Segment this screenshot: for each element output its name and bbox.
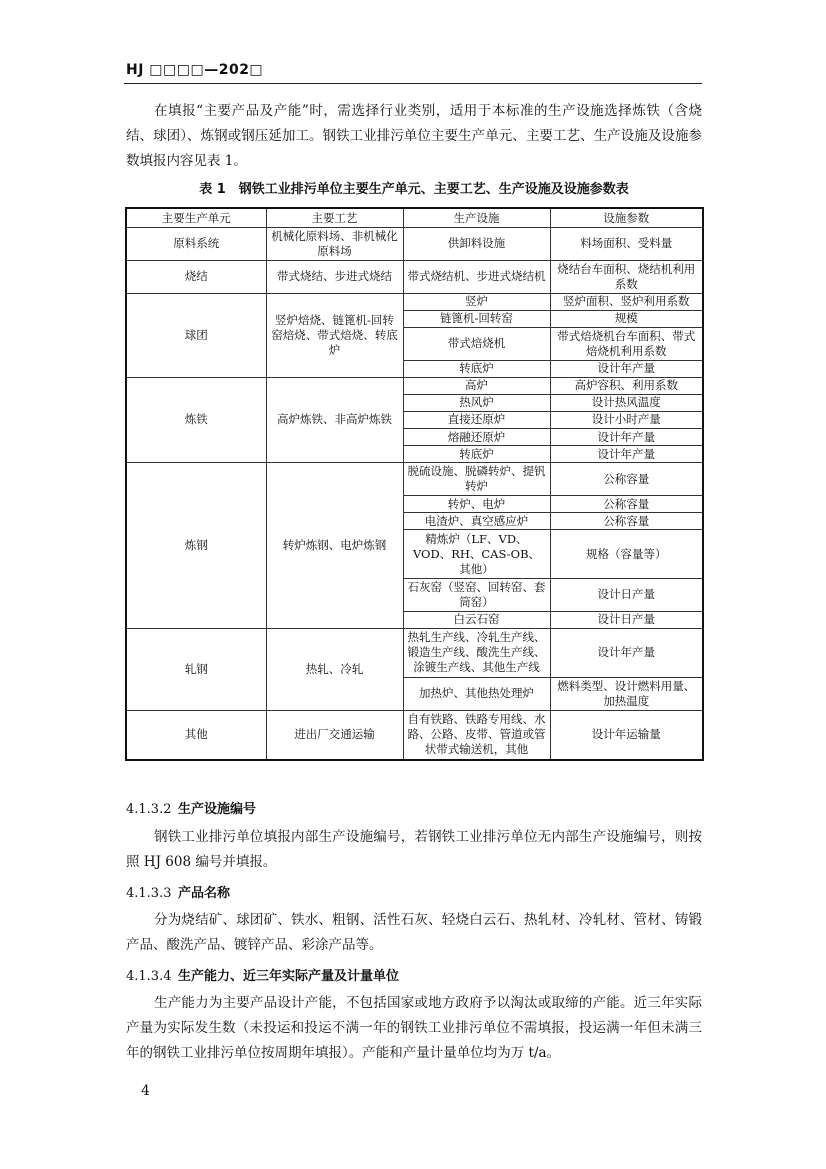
parameter-cell: 设计日产量 [550, 578, 703, 611]
facility-cell: 石灰窑（竖窑、回转窑、套筒窑） [403, 578, 550, 611]
table-caption: 表 1 钢铁工业排污单位主要生产单元、主要工艺、生产设施及设施参数表 [199, 182, 629, 197]
parameter-cell: 设计小时产量 [550, 411, 703, 428]
facility-cell: 自有铁路、铁路专用线、水路、公路、皮带、管道或管状带式输送机，其他 [403, 710, 550, 760]
doc-header-code: HJ □□□□—202□ [126, 62, 264, 78]
process-cell: 带式烧结、步进式烧结 [266, 260, 403, 293]
process-cell: 转炉炼钢、电炉炼钢 [266, 463, 403, 629]
facility-cell: 脱硫设施、脱磷转炉、提钒转炉 [403, 463, 550, 496]
section-title: 生产设施编号 [178, 802, 257, 817]
column-header-parameter: 设施参数 [550, 208, 703, 228]
facility-cell: 带式烧结机、步进式烧结机 [403, 260, 550, 293]
parameter-cell: 竖炉面积、竖炉利用系数 [550, 293, 703, 310]
facility-cell: 精炼炉（LF、VD、VOD、RH、CAS-OB、其他） [403, 530, 550, 579]
section-4134-paragraph: 生产能力为主要产品设计产能，不包括国家或地方政府予以淘汰或取缔的产能。近三年实际产量为实际发生数（未投运和投运不满一年的钢铁工业排污单位不需填报，投运满一年但未满三年的钢铁工业排污单位按周期年填报）。产能和产量计量单位均为万 t/a。 [126, 995, 702, 1061]
facility-cell: 高炉 [403, 377, 550, 394]
parameter-cell: 公称容量 [550, 513, 703, 530]
facility-parameter-table [125, 207, 704, 761]
parameter-cell: 烧结台车面积、烧结机利用系数 [550, 260, 703, 293]
process-cell: 高炉炼铁、非高炉炼铁 [266, 377, 403, 462]
unit-cell: 炼铁 [126, 377, 266, 462]
parameter-cell: 设计年产量 [550, 446, 703, 463]
section-title: 产品名称 [178, 886, 231, 901]
facility-cell: 转底炉 [403, 360, 550, 377]
process-cell: 机械化原料场、非机械化原料场 [266, 228, 403, 261]
facility-cell: 转底炉 [403, 446, 550, 463]
facility-cell: 白云石窑 [403, 611, 550, 628]
parameter-cell: 燃料类型、设计燃料用量、加热温度 [550, 677, 703, 710]
facility-cell: 带式焙烧机 [403, 327, 550, 360]
parameter-cell: 设计年产量 [550, 429, 703, 446]
column-header-unit: 主要生产单元 [126, 208, 266, 228]
table-row [126, 628, 703, 677]
table-row [126, 710, 703, 760]
unit-cell: 球团 [126, 293, 266, 377]
parameter-cell: 设计年运输量 [550, 710, 703, 760]
column-header-facility: 生产设施 [403, 208, 550, 228]
section-heading-4132 [126, 798, 256, 817]
section-4132-paragraph: 钢铁工业排污单位填报内部生产设施编号，若钢铁工业排污单位无内部生产设施编号，则按照 HJ 608 编号并填报。 [126, 829, 702, 870]
process-cell: 竖炉焙烧、链篦机-回转窑焙烧、带式焙烧、转底炉 [266, 293, 403, 377]
parameter-cell: 料场面积、受料量 [550, 228, 703, 261]
facility-cell: 加热炉、其他热处理炉 [403, 677, 550, 710]
table-row [126, 293, 703, 310]
column-header-process: 主要工艺 [266, 208, 403, 228]
parameter-cell: 设计年产量 [550, 360, 703, 377]
unit-cell: 烧结 [126, 260, 266, 293]
facility-cell: 热风炉 [403, 394, 550, 411]
intro-paragraph: 在填报“主要产品及产能”时，需选择行业类别，适用于本标准的生产设施选择炼铁（含烧结、球团）、炼钢或钢压延加工。钢铁工业排污单位主要生产单元、主要工艺、生产设施及设施参数填报内容见表 1。 [126, 103, 702, 169]
parameter-cell: 高炉容积、利用系数 [550, 377, 703, 394]
parameter-cell: 规格（容量等） [550, 530, 703, 579]
section-4133-paragraph: 分为烧结矿、球团矿、铁水、粗钢、活性石灰、轻烧白云石、热轧材、冷轧材、管材、铸锻产品、酸洗产品、镀锌产品、彩涂产品等。 [126, 912, 702, 953]
facility-cell: 热轧生产线、冷轧生产线、锻造生产线、酸洗生产线、涂镀生产线、其他生产线 [403, 628, 550, 677]
parameter-cell: 规模 [550, 310, 703, 327]
facility-cell: 链篦机-回转窑 [403, 310, 550, 327]
facility-cell: 直接还原炉 [403, 411, 550, 428]
process-cell: 进出厂交通运输 [266, 710, 403, 760]
facility-cell: 转炉、电炉 [403, 496, 550, 513]
section-number: 4.1.3.4 [126, 969, 172, 984]
table-row [126, 377, 703, 394]
parameter-cell: 设计热风温度 [550, 394, 703, 411]
parameter-cell: 设计年产量 [550, 628, 703, 677]
unit-cell: 其他 [126, 710, 266, 760]
unit-cell: 原料系统 [126, 228, 266, 261]
table-row [126, 463, 703, 496]
section-number: 4.1.3.3 [126, 886, 172, 901]
unit-cell: 轧钢 [126, 628, 266, 710]
process-cell: 热轧、冷轧 [266, 628, 403, 710]
section-heading-4134 [126, 965, 399, 984]
unit-cell: 炼钢 [126, 463, 266, 629]
parameter-cell: 公称容量 [550, 496, 703, 513]
parameter-cell: 带式焙烧机台车面积、带式焙烧机利用系数 [550, 327, 703, 360]
facility-cell: 供卸料设施 [403, 228, 550, 261]
section-number: 4.1.3.2 [126, 802, 172, 817]
section-heading-4133 [126, 882, 230, 901]
parameter-cell: 设计日产量 [550, 611, 703, 628]
parameter-cell: 公称容量 [550, 463, 703, 496]
table-header-row [126, 208, 703, 228]
facility-cell: 电渣炉、真空感应炉 [403, 513, 550, 530]
header-rule [124, 83, 702, 84]
table-row [126, 228, 703, 261]
page-number: 4 [141, 1083, 150, 1099]
table-row [126, 260, 703, 293]
section-title: 生产能力、近三年实际产量及计量单位 [178, 969, 400, 984]
facility-cell: 熔融还原炉 [403, 429, 550, 446]
facility-cell: 竖炉 [403, 293, 550, 310]
